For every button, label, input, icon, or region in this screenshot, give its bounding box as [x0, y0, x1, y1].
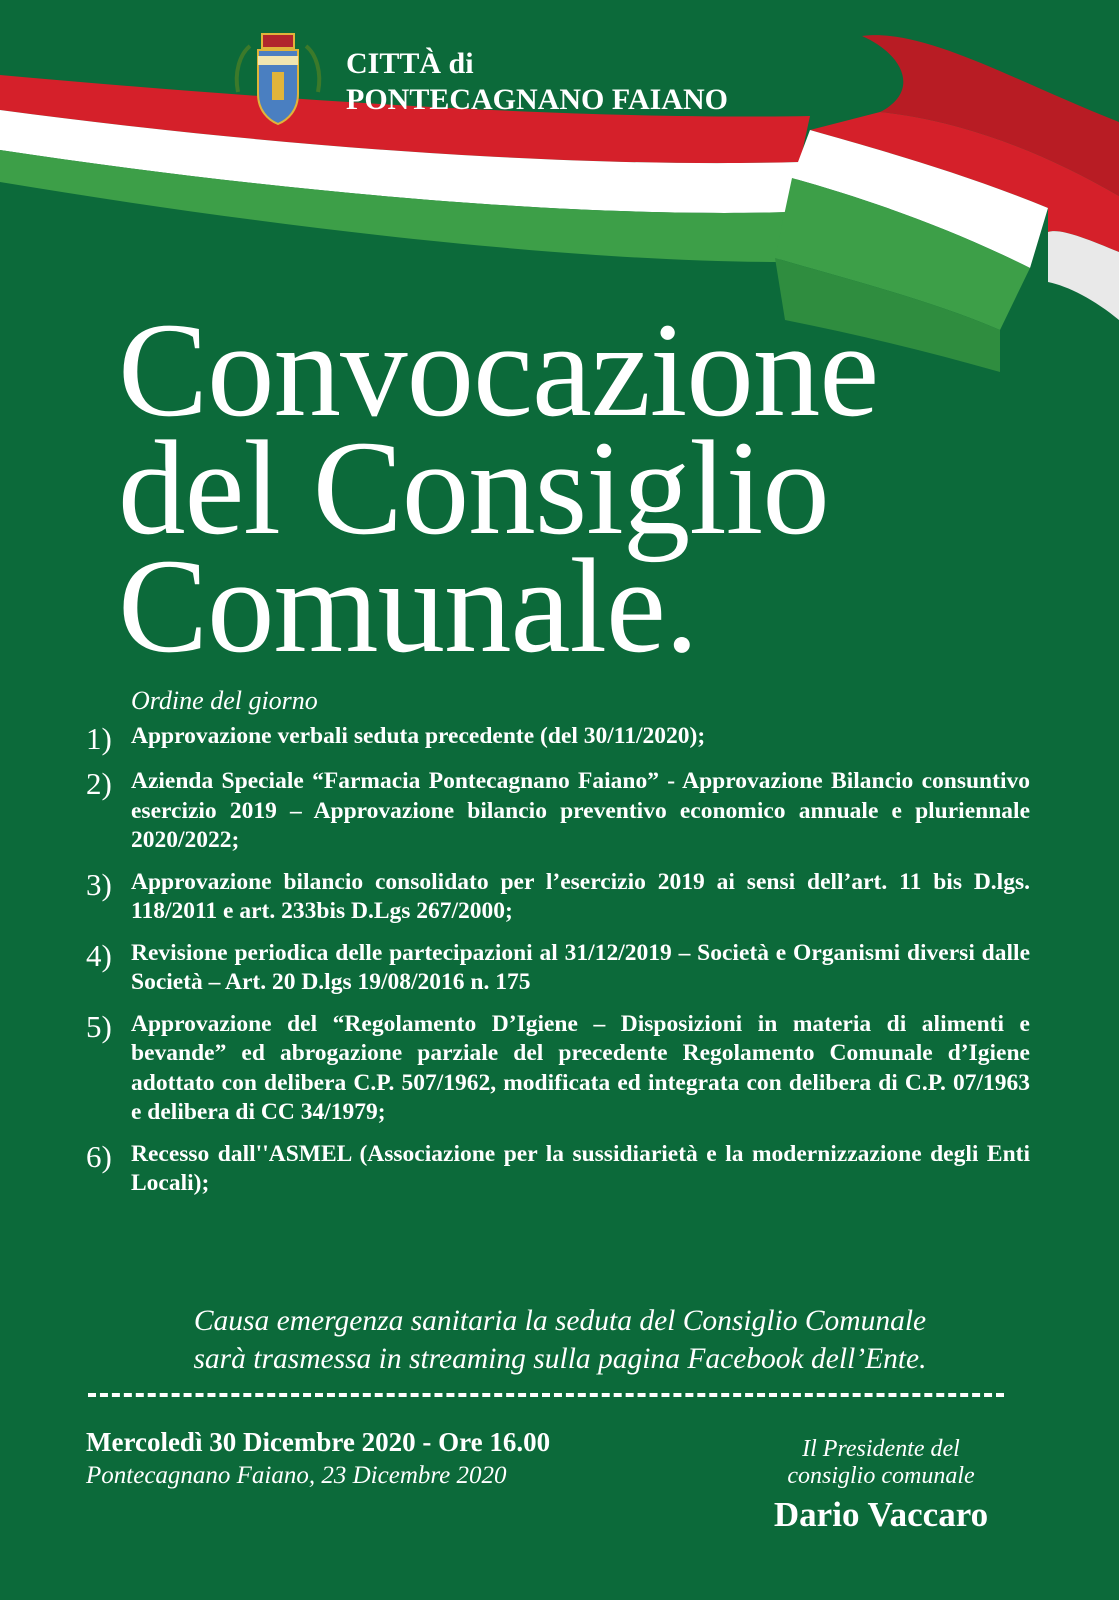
agenda-item-text: Approvazione del “Regolamento D’Igiene – Disposizioni in materia di alimenti e bevande” ed abrogazione parziale del precedente Regolamento Comunale d’Igiene adottato con delibera C.P. 507/1962, modificata ed integrata con delibera di C.P. 07/1963 e delibera di CC 34/1979;	[131, 1010, 1030, 1125]
agenda-item-text: Approvazione verbali seduta precedente (del 30/11/2020);	[131, 723, 706, 749]
agenda-item	[86, 722, 1034, 755]
dotted-divider	[88, 1393, 1004, 1397]
page-title	[118, 296, 879, 681]
agenda-item	[86, 939, 1034, 998]
signature-name: Dario Vaccaro	[773, 1495, 989, 1534]
agenda-item	[86, 1010, 1034, 1128]
city-name-line1: CITTÀ di	[346, 47, 474, 80]
agenda-item-number: 3)	[86, 866, 112, 902]
municipal-crest-icon	[232, 32, 324, 136]
agenda-item-number: 4)	[86, 937, 112, 973]
title-line3: Comunale.	[118, 532, 698, 681]
notice-line1: Causa emergenza sanitaria la seduta del Consiglio Comunale	[193, 1305, 927, 1337]
agenda-item	[86, 1140, 1034, 1199]
agenda-item-number: 5)	[86, 1008, 112, 1044]
agenda-heading: Ordine del giorno	[131, 686, 318, 715]
agenda-item-number: 6)	[86, 1138, 112, 1174]
title-line2: del Consiglio	[118, 414, 829, 563]
city-name-line2: PONTECAGNANO FAIANO	[346, 83, 728, 116]
agenda-item-text: Approvazione bilancio consolidato per l’esercizio 2019 ai sensi dell’art. 11 bis D.lgs. 118/2011 e art. 233bis D.Lgs 267/2000;	[131, 868, 1030, 924]
agenda-list	[86, 722, 1034, 1211]
agenda-item-number: 1)	[86, 721, 112, 756]
streaming-notice	[60, 1302, 1060, 1378]
signature-block	[746, 1436, 1016, 1536]
agenda-item	[86, 767, 1034, 856]
signature-role-line2: consiglio comunale	[787, 1463, 975, 1489]
place-date: Pontecagnano Faiano, 23 Dicembre 2020	[86, 1462, 507, 1489]
notice-line2: sarà trasmessa in streaming sulla pagina Facebook dell’Ente.	[193, 1343, 927, 1375]
agenda-item-text: Recesso dall''ASMEL (Associazione per la sussidiarietà e la modernizzazione degli Enti Locali);	[131, 1140, 1030, 1196]
city-name	[346, 46, 728, 118]
meeting-datetime: Mercoledì 30 Dicembre 2020 - Ore 16.00	[86, 1427, 551, 1457]
title-line1: Convocazione	[118, 296, 879, 445]
agenda-item-text: Revisione periodica delle partecipazioni al 31/12/2019 – Società e Organismi diversi dalle Società – Art. 20 D.lgs 19/08/2016 n. 175	[131, 939, 1030, 995]
signature-role-line1: Il Presidente del	[802, 1436, 960, 1462]
agenda-item	[86, 868, 1034, 927]
agenda-item-number: 2)	[86, 766, 112, 801]
agenda-item-text: Azienda Speciale “Farmacia Pontecagnano Faiano” - Approvazione Bilancio consuntivo esercizio 2019 – Approvazione bilancio preventivo economico annuale e pluriennale 2020/2022;	[131, 768, 1030, 853]
